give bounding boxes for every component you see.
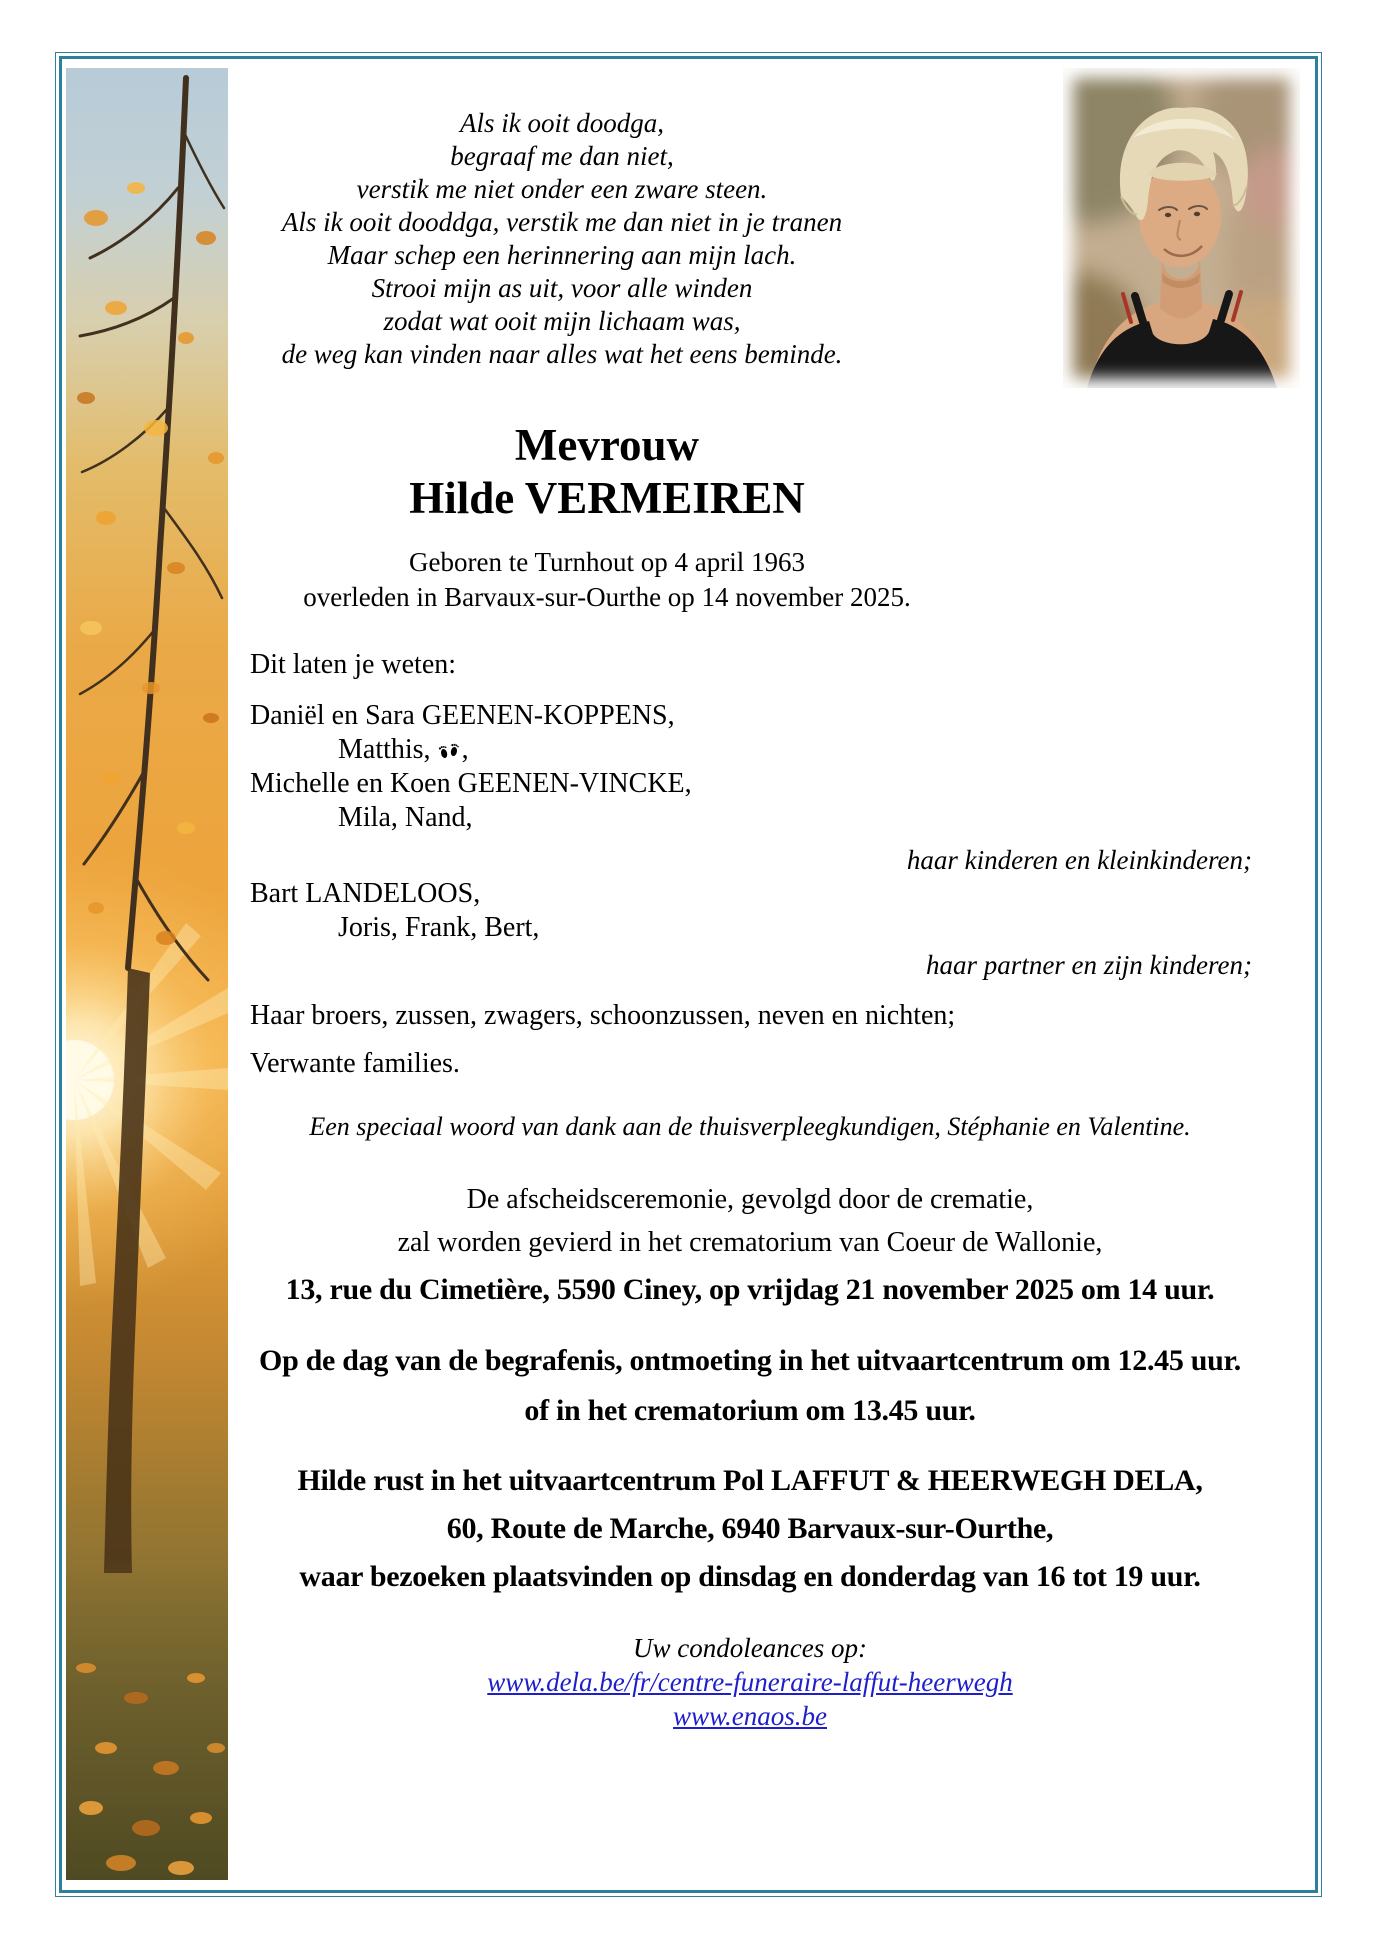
card-inner-border (59, 56, 1318, 1893)
death-line: overleden in Barvaux-sur-Ourthe op 14 november 2025. (303, 582, 911, 612)
family-member-suffix: , (461, 734, 469, 765)
meeting-line: Op de dag van de begrafenis, ontmoeting in het uitvaartcentrum om 12.45 uur. (259, 1344, 1241, 1377)
family-member-line: Joris, Frank, Bert, (338, 912, 540, 943)
ceremony-line: De afscheidsceremonie, gevolgd door de crematie, (466, 1184, 1034, 1215)
deceased-honorific: Mevrouw (514, 420, 700, 470)
poem-line: Maar schep een herinnering aan mijn lach. (327, 240, 797, 270)
memorial-poem (212, 107, 912, 371)
birth-death-block (212, 545, 1002, 615)
related-families-line: Verwante families. (250, 1048, 460, 1079)
poem-line: verstik me niet onder een zware steen. (356, 174, 768, 204)
meeting-line: of in het crematorium om 13.45 uur. (524, 1394, 976, 1427)
poem-line: Als ik ooit doodga, (460, 108, 664, 138)
poem-line: zodat wat ooit mijn lichaam was, (383, 306, 741, 336)
ceremony-line: zal worden gevierd in het crematorium van Coeur de Wallonie, (397, 1227, 1103, 1258)
visiting-hours-line: waar bezoeken plaatsvinden op dinsdag en donderdag van 16 tot 19 uur. (299, 1560, 1201, 1593)
condolences-link-dela[interactable]: www.dela.be/fr/centre-funeraire-laffut-heerwegh (487, 1667, 1013, 1697)
poem-line: Als ik ooit dooddga, verstik me dan niet in je tranen (281, 207, 843, 237)
family-member-line: Daniël en Sara GEENEN-KOPPENS, (250, 700, 675, 731)
poem-line: begraaf me dan niet, (450, 141, 674, 171)
condolences-block (230, 1631, 1270, 1733)
card-outer-border (55, 52, 1322, 1897)
special-thanks-line: Een speciaal woord van dank aan de thuisverpleegkundigen, Stéphanie en Valentine. (309, 1112, 1191, 1141)
baby-footprints-icon (437, 741, 461, 761)
family-member-line: Mila, Nand, (338, 802, 473, 833)
deceased-name: Hilde VERMEIREN (409, 473, 805, 523)
family-member-line (250, 733, 1252, 767)
ceremony-block (230, 1185, 1270, 1305)
meeting-block (230, 1345, 1270, 1427)
family-announcement (250, 648, 1252, 1081)
deceased-title-block (307, 419, 907, 525)
ceremony-address-line: 13, rue du Cimetière, 5590 Ciney, op vrijdag 21 november 2025 om 14 uur. (285, 1273, 1215, 1306)
announcement-intro: Dit laten je weten: (250, 649, 457, 680)
relation-label-partner: haar partner en zijn kinderen; (926, 950, 1252, 980)
relatives-line: Haar broers, zussen, zwagers, schoonzussen, neven en nichten; (250, 1000, 956, 1031)
birth-line: Geboren te Turnhout op 4 april 1963 (409, 547, 805, 577)
family-member-name: Matthis, (338, 734, 431, 765)
family-member-line: Michelle en Koen GEENEN-VINCKE, (250, 768, 692, 799)
poem-line: Strooi mijn as uit, voor alle winden (371, 273, 753, 303)
resting-address-line: 60, Route de Marche, 6940 Barvaux-sur-Ourthe, (446, 1512, 1054, 1545)
portrait-vignette (1063, 68, 1300, 388)
autumn-photo-strip (66, 68, 228, 1880)
condolences-label: Uw condoleances op: (633, 1633, 867, 1663)
condolences-link-enaos[interactable]: www.enaos.be (673, 1701, 827, 1731)
poem-line: de weg kan vinden naar alles wat het eens beminde. (281, 339, 843, 369)
autumn-trees-illustration (66, 68, 228, 1880)
portrait-photo (1063, 68, 1300, 388)
relation-label-children: haar kinderen en kleinkinderen; (906, 845, 1252, 875)
resting-line: Hilde rust in het uitvaartcentrum Pol LAFFUT & HEERWEGH DELA, (297, 1464, 1203, 1497)
family-member-line: Bart LANDELOOS, (250, 878, 481, 909)
resting-block (230, 1465, 1270, 1593)
